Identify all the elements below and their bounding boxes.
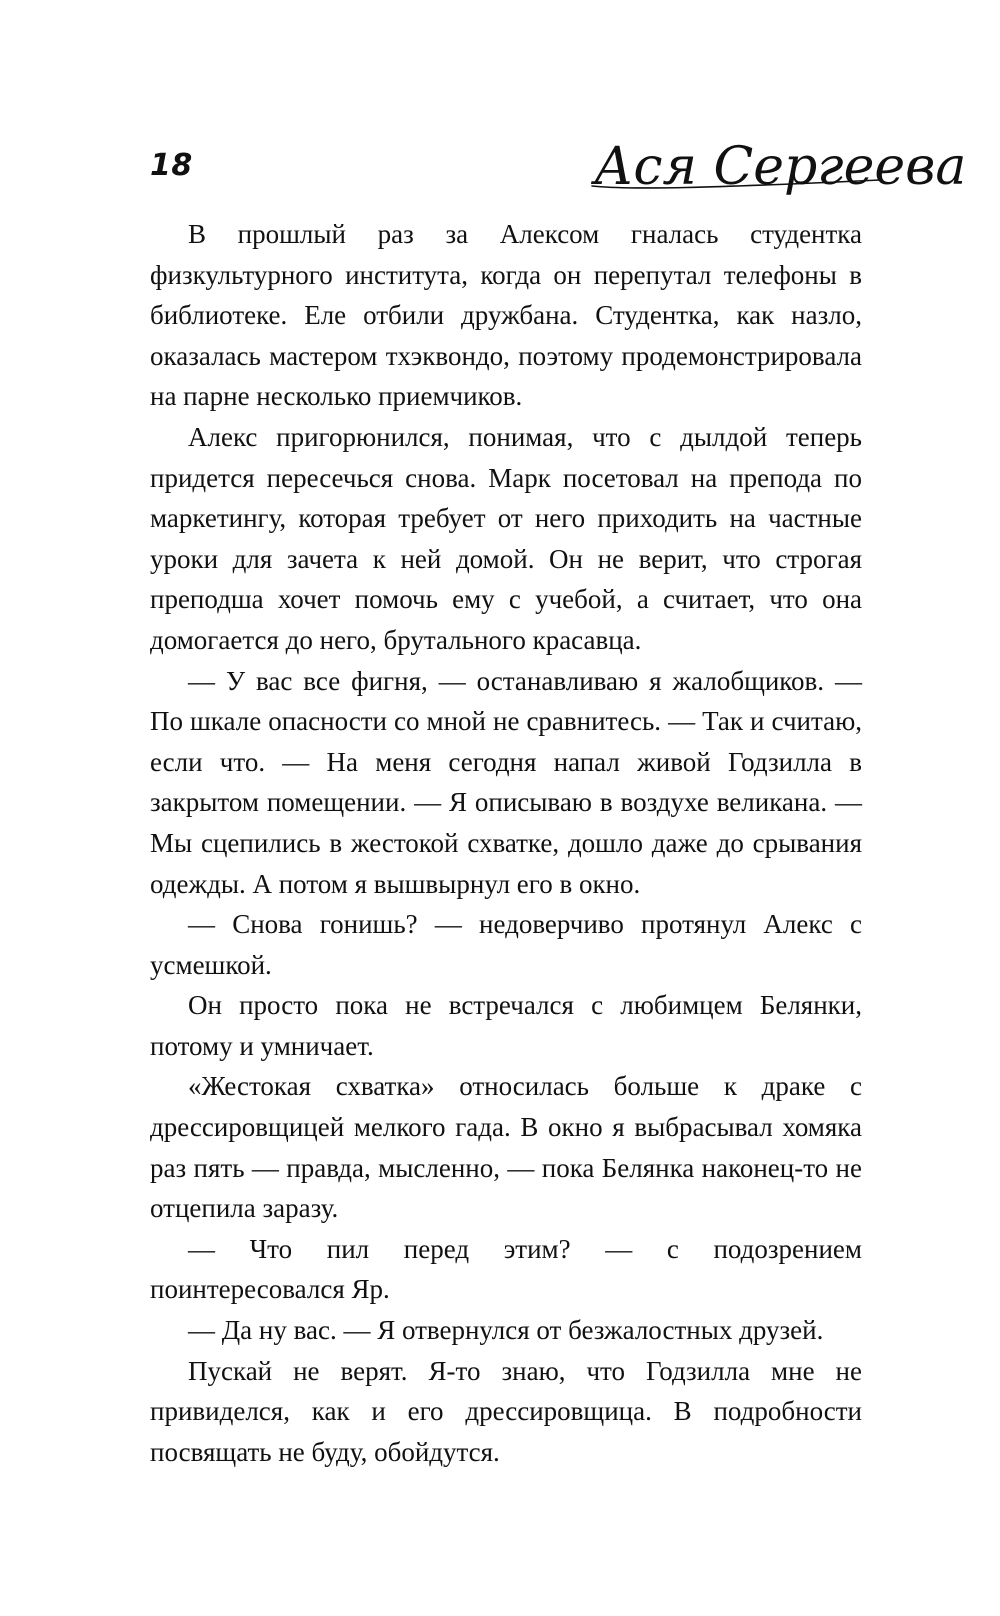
- author-name-script: Ася Сергеева: [594, 137, 967, 197]
- paragraph: — Что пил перед этим? — с подозрением поинтересовался Яр.: [150, 1233, 862, 1305]
- author-running-head: [590, 128, 967, 208]
- page-number: 18: [150, 148, 193, 183]
- author-signature-graphic: [590, 128, 967, 208]
- paragraph: В прошлый раз за Алексом гналась студентка физкультурного института, когда он перепутал телефоны в библиотеке. Еле отбили дружбана. Студентка, как назло, оказалась мастером тхэквондо, поэтому продемонстрировала на парне несколько приемчиков.: [150, 219, 862, 412]
- paragraph: Он просто пока не встречался с любимцем Белянки, потому и умничает.: [150, 990, 862, 1061]
- book-text: [150, 214, 862, 1472]
- paragraph: Пускай не верят. Я-то знаю, что Годзилла мне не привиделся, как и его дрессировщица. В подробности посвящать не буду, обойдутся.: [150, 1355, 862, 1467]
- paragraph: — У вас все фигня, — останавливаю я жалобщиков. — По шкале опасности со мной не сравнитесь. — Так и считаю, если что. — На меня сегодня напал живой Годзилла в закрытом помещении. — Я описываю в воздухе великана. — Мы сцепились в жестокой схватке, дошло даже до срывания одежды. А потом я вышвырнул его в окно.: [150, 665, 862, 899]
- paragraph: Алекс пригорюнился, понимая, что с дылдой теперь придется пересечься снова. Марк посетовал на препода по маркетингу, которая требует от него приходить на частные уроки для зачета к ней домой. Он не верит, что строгая преподша хочет помочь ему с учебой, а считает, что она домогается до него, брутального красавца.: [150, 421, 862, 655]
- paragraph: «Жестокая схватка» относилась больше к драке с дрессировщицей мелкого гада. В окно я выбрасывал хомяка раз пять — правда, мысленно, — пока Белянка наконец-то не отцепила заразу.: [150, 1071, 862, 1224]
- paragraph: — Снова гонишь? — недоверчиво протянул Алекс с усмешкой.: [150, 909, 862, 980]
- paragraph: — Да ну вас. — Я отвернулся от безжалостных друзей.: [188, 1315, 824, 1346]
